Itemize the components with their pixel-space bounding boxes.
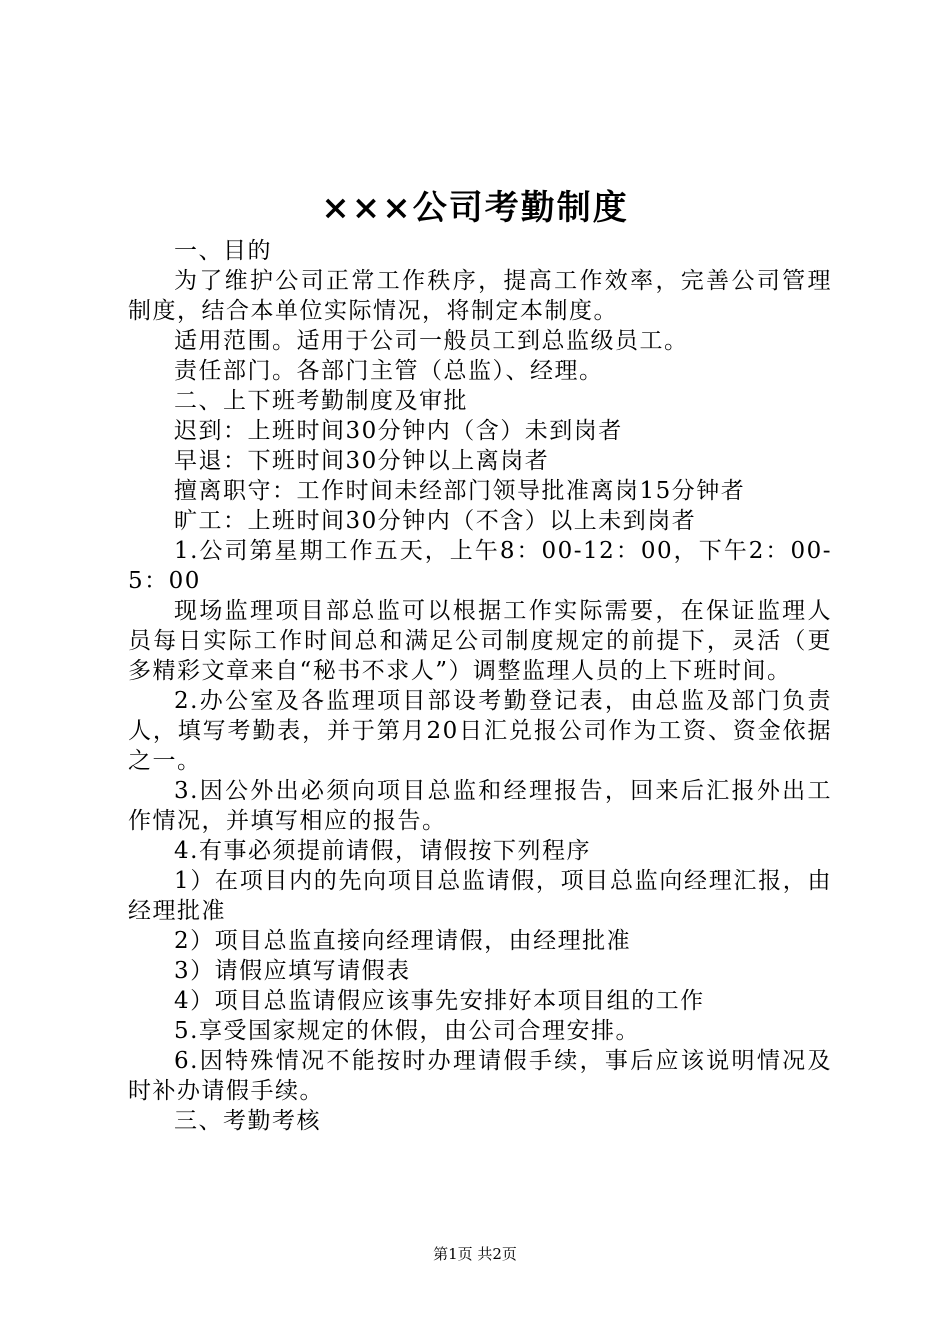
paragraph-absent-post: 擅离职守：工作时间未经部门领导批准离岗15分钟者 bbox=[174, 478, 746, 504]
paragraph-subitem-1: 1）在项目内的先向项目总监请假，项目总监向经理汇报，由经理批准 bbox=[128, 868, 832, 924]
paragraph-absenteeism: 旷工：上班时间30分钟内（不含）以上未到岗者 bbox=[174, 508, 697, 534]
page-footer: 第1页 共2页 bbox=[433, 1245, 517, 1263]
section-heading-attendance: 二、上下班考勤制度及审批 bbox=[174, 388, 468, 414]
paragraph-item-4: 4.有事必须提前请假，请假按下列程序 bbox=[174, 838, 591, 864]
paragraph-item-5: 5.享受国家规定的休假，由公司合理安排。 bbox=[174, 1018, 640, 1044]
paragraph-item-6: 6.因特殊情况不能按时办理请假手续，事后应该说明情况及时补办请假手续。 bbox=[128, 1048, 832, 1104]
paragraph-responsible-dept: 责任部门。各部门主管（总监）、经理。 bbox=[174, 358, 604, 384]
section-heading-purpose: 一、目的 bbox=[174, 238, 272, 264]
paragraph-subitem-4: 4）项目总监请假应该事先安排好本项目组的工作 bbox=[174, 988, 705, 1014]
document-body bbox=[128, 236, 832, 1136]
paragraph-item-3: 3.因公外出必须向项目总监和经理报告，回来后汇报外出工作情况，并填写相应的报告。 bbox=[128, 778, 832, 834]
paragraph-scope: 适用范围。适用于公司一般员工到总监级员工。 bbox=[174, 328, 689, 354]
paragraph-subitem-3: 3）请假应填写请假表 bbox=[174, 958, 411, 984]
paragraph-subitem-2: 2）项目总监直接向经理请假，由经理批准 bbox=[174, 928, 632, 954]
document-title: ×××公司考勤制度 bbox=[321, 188, 629, 228]
paragraph-purpose: 为了维护公司正常工作秩序，提高工作效率，完善公司管理制度，结合本单位实际情况，将制定本制度。 bbox=[128, 268, 832, 324]
paragraph-site-schedule: 现场监理项目部总监可以根据工作实际需要，在保证监理人员每日实际工作时间总和满足公司制度规定的前提下，灵活（更多精彩文章来自“秘书不求人”）调整监理人员的上下班时间。 bbox=[128, 598, 832, 684]
section-heading-assessment: 三、考勤考核 bbox=[174, 1108, 321, 1134]
paragraph-item-2: 2.办公室及各监理项目部设考勤登记表，由总监及部门负责人，填写考勤表，并于第月20日汇兑报公司作为工资、资金依据之一。 bbox=[128, 688, 832, 774]
paragraph-early-leave: 早退：下班时间30分钟以上离岗者 bbox=[174, 448, 550, 474]
paragraph-item-1: 1.公司第星期工作五天，上午8：00-12：00，下午2：00-5：00 bbox=[128, 538, 832, 594]
paragraph-late: 迟到：上班时间30分钟内（含）未到岗者 bbox=[174, 418, 623, 444]
